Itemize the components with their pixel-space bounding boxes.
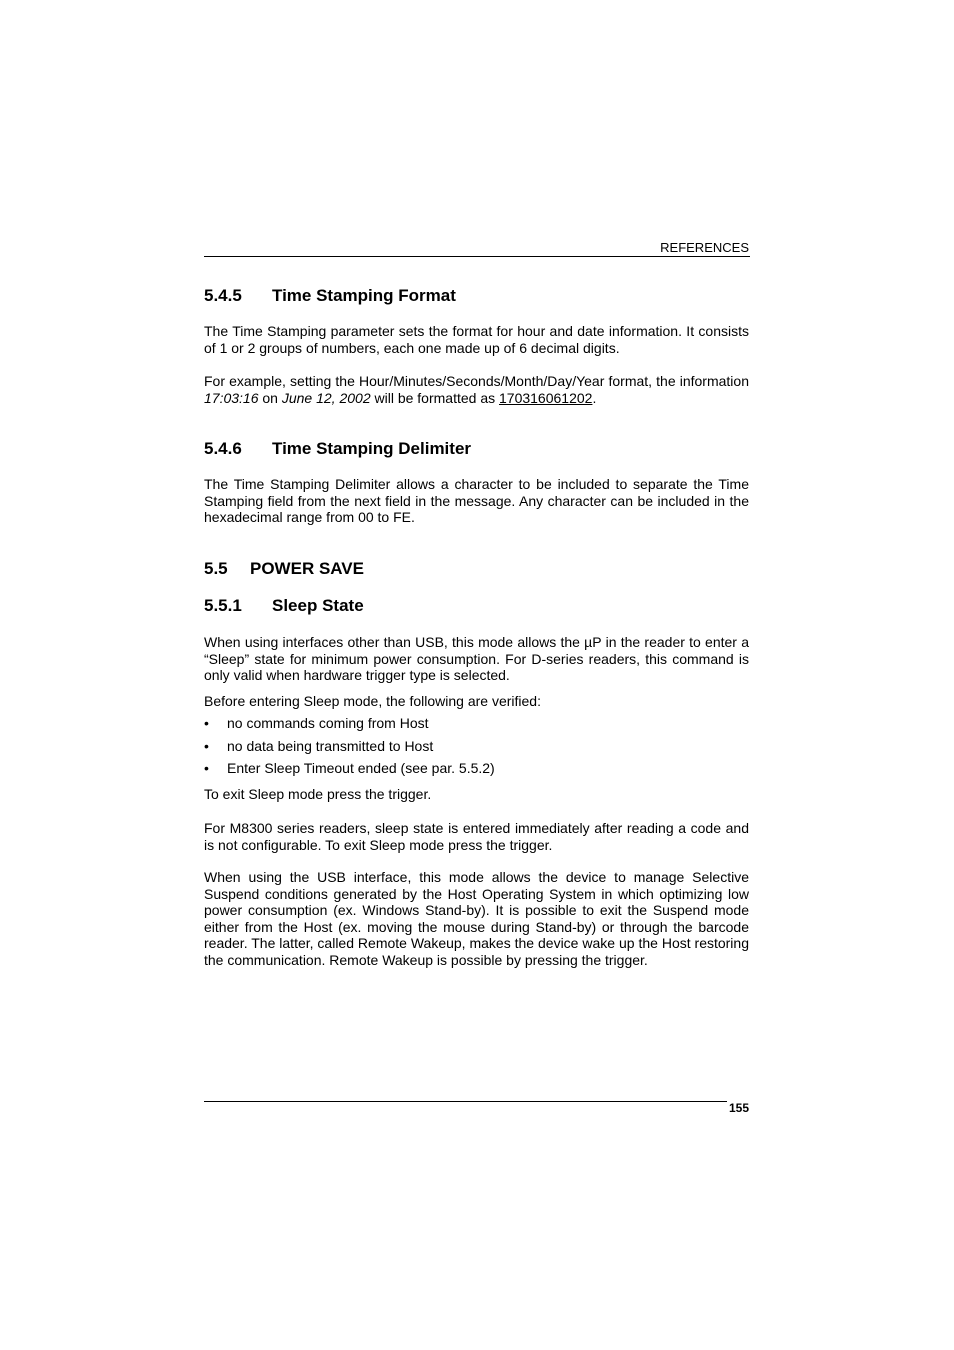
bullet-icon: • — [204, 738, 209, 754]
paragraph: For M8300 series readers, sleep state is entered immediately after reading a code and is not configurable. To exit Sleep mode press the trigger. — [204, 820, 749, 853]
text-run: on — [258, 389, 282, 406]
heading-title: Sleep State — [272, 596, 364, 615]
heading-number: 5.4.6 — [204, 439, 242, 458]
heading-5-5 — [204, 559, 364, 579]
paragraph: When using interfaces other than USB, this mode allows the µP in the reader to enter a “Sleep” state for minimum power consumption. For D-series readers, this command is only valid when hardware trigger type is selected. — [204, 634, 749, 684]
list-item-text: no commands coming from Host — [227, 715, 429, 731]
heading-number: 5.5 — [204, 559, 228, 578]
heading-title: Time Stamping Delimiter — [272, 439, 472, 458]
footer-rule — [204, 1101, 727, 1102]
text-run: will be formatted as — [370, 389, 499, 406]
paragraph: The Time Stamping Delimiter allows a character to be included to separate the Time Stamping field from the next field in the message. Any character can be included in the hexadecimal range from 00 to FE. — [204, 476, 749, 526]
example-date: June 12, 2002 — [281, 389, 371, 406]
list-item-text: Enter Sleep Timeout ended (see par. 5.5.2) — [227, 760, 495, 776]
heading-5-4-6 — [204, 439, 471, 459]
header-rule — [204, 256, 750, 257]
heading-number: 5.5.1 — [204, 596, 242, 615]
heading-5-4-5 — [204, 286, 456, 306]
paragraph: Before entering Sleep mode, the following are verified: — [204, 693, 541, 709]
heading-number: 5.4.5 — [204, 286, 242, 305]
example-time: 17:03:16 — [204, 389, 259, 406]
page-number: 155 — [728, 1101, 749, 1115]
paragraph: To exit Sleep mode press the trigger. — [204, 786, 432, 802]
list-item-text: no data being transmitted to Host — [227, 738, 434, 754]
heading-title: POWER SAVE — [250, 559, 364, 578]
paragraph: When using the USB interface, this mode allows the device to manage Selective Suspend conditions generated by the Host Operating System in which optimizing low power consumption (ex. Windows Stand-by). It is possible to exit the Suspend mode either from the Host (ex. moving the mouse during Stand-by) or through the barcode reader. The latter, called Remote Wakeup, makes the device wake up the Host restoring the communication. Remote Wakeup is possible by pressing the trigger. — [204, 869, 749, 968]
text-run: . — [592, 389, 597, 406]
bullet-icon: • — [204, 715, 209, 731]
heading-5-5-1 — [204, 596, 364, 616]
paragraph: The Time Stamping parameter sets the format for hour and date information. It consists of 1 or 2 groups of numbers, each one made up of 6 decimal digits. — [204, 323, 749, 356]
text-run: For example, setting the Hour/Minutes/Seconds/Month/Day/Year format, the information — [204, 373, 749, 389]
heading-title: Time Stamping Format — [272, 286, 456, 305]
bullet-icon: • — [204, 760, 209, 776]
running-header: REFERENCES — [660, 240, 749, 255]
example-result: 170316061202 — [499, 389, 593, 406]
paragraph-example — [204, 373, 749, 406]
